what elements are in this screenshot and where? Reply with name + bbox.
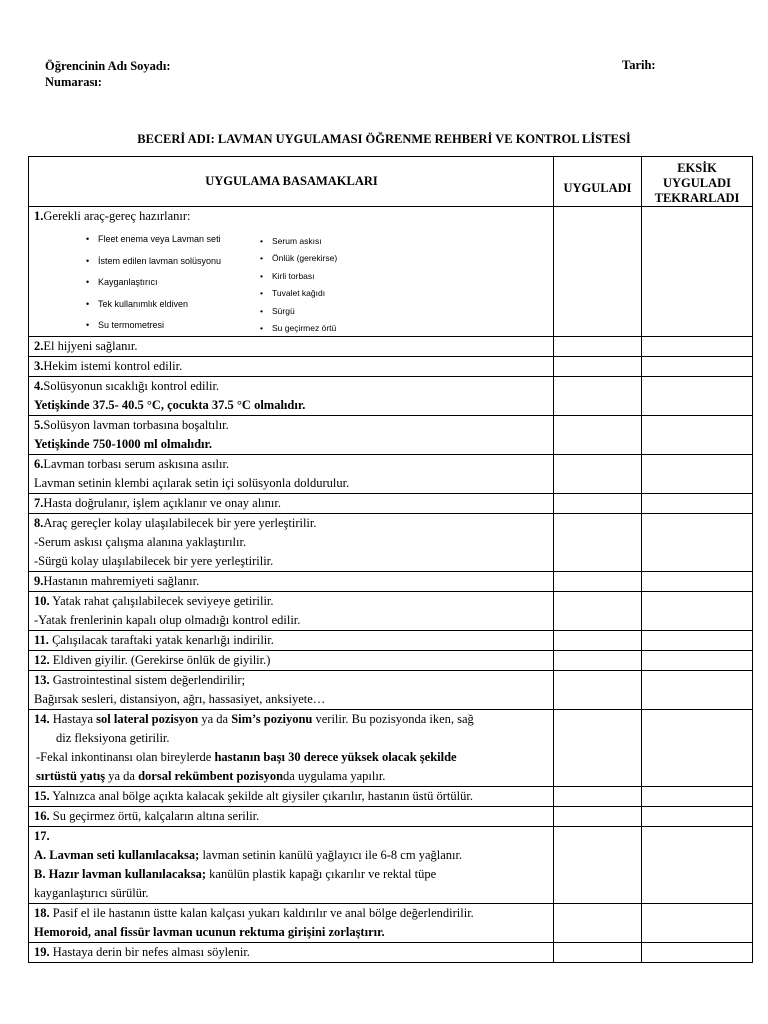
step-4: 4.Solüsyonun sıcaklığı kontrol edilir. Yetişkinde 37.5- 40.5 °C, çocukta 37.5 °C olmalıdır.: [29, 377, 554, 416]
bullet-icon: •: [260, 288, 263, 299]
header-done: UYGULADI: [554, 157, 642, 207]
supply-item: [260, 284, 337, 301]
supply-item: [86, 252, 221, 274]
check-partial[interactable]: [642, 514, 753, 572]
table-row: [29, 904, 753, 943]
table-row: [29, 377, 753, 416]
check-partial[interactable]: [642, 494, 753, 514]
check-done[interactable]: [554, 357, 642, 377]
supply-item: [260, 267, 337, 284]
step-7: 7.Hasta doğrulanır, işlem açıklanır ve onay alınır.: [29, 494, 554, 514]
check-done[interactable]: [554, 416, 642, 455]
step-9: 9.Hastanın mahremiyeti sağlanır.: [29, 572, 554, 592]
supply-item-label: Tuvalet kağıdı: [272, 288, 326, 299]
table-row: [29, 787, 753, 807]
check-done[interactable]: [554, 377, 642, 416]
step-1: 1.Gerekli araç-gereç hazırlanır: • Fleet enema veya Lavman seti • İstem edilen lavman solüsyonu • Kayganlaştırıcı • Tek kullanımlık eldiven • Su termometresi • Serum askısı • Önlük (gerekirse) • Kirli torbası • Tuvalet kağıdı • Sürgü • Su geçirmez örtü: [29, 207, 554, 337]
check-partial[interactable]: [642, 943, 753, 963]
bullet-icon: •: [260, 253, 263, 264]
step-2: 2.El hijyeni sağlanır.: [29, 337, 554, 357]
bullet-icon: •: [260, 236, 263, 246]
supply-item: [86, 295, 221, 317]
check-partial[interactable]: [642, 207, 753, 337]
student-info: [45, 58, 171, 90]
supply-item: [260, 319, 337, 336]
check-partial[interactable]: [642, 710, 753, 787]
check-done[interactable]: [554, 455, 642, 494]
supplies-list: [34, 226, 549, 336]
supply-item-label: Kayganlaştırıcı: [98, 277, 158, 287]
table-row: [29, 943, 753, 963]
check-partial[interactable]: [642, 827, 753, 904]
header-partial: EKSİK UYGULADI TEKRARLADI: [642, 157, 753, 207]
check-partial[interactable]: [642, 337, 753, 357]
step-6: 6.Lavman torbası serum askısına asılır. Lavman setinin klembi açılarak setin içi solüsyonla doldurulur.: [29, 455, 554, 494]
check-done[interactable]: [554, 827, 642, 904]
check-done[interactable]: [554, 207, 642, 337]
supply-item-label: Fleet enema veya Lavman seti: [98, 234, 221, 244]
check-partial[interactable]: [642, 357, 753, 377]
student-number-label: Numarası:: [45, 75, 102, 89]
check-done[interactable]: [554, 572, 642, 592]
step-17: 17. A. Lavman seti kullanılacaksa; lavman setinin kanülü yağlayıcı ile 6-8 cm yağlanır. B. Hazır lavman kullanılacaksa; kanülün plastik kapağı çıkarılır ve rektal tüpe kayganlaştırıcı sürülür.: [29, 827, 554, 904]
step-14: 14. Hastaya sol lateral pozisyon ya da Sim’s poziyonu verilir. Bu pozisyonda iken, sağ diz fleksiyona getirilir. -Fekal inkontinansı olan bireylerde hastanın başı 30 derece yüksek olacak şekilde sırtüstü yatış ya da dorsal rekümbent pozisyonda uygulama yapılır.: [29, 710, 554, 787]
supply-item-label: Kirli torbası: [272, 270, 315, 281]
check-done[interactable]: [554, 592, 642, 631]
step-12: 12. Eldiven giyilir. (Gerekirse önlük de giyilir.): [29, 651, 554, 671]
check-partial[interactable]: [642, 592, 753, 631]
check-partial[interactable]: [642, 904, 753, 943]
bullet-icon: •: [86, 234, 90, 244]
table-row: [29, 337, 753, 357]
step-15: 15. Yalnızca anal bölge açıkta kalacak şekilde alt giysiler çıkarılır, hastanın üstü örtülür.: [29, 787, 554, 807]
supply-item-label: Tek kullanımlık eldiven: [98, 298, 189, 309]
check-partial[interactable]: [642, 416, 753, 455]
table-row: [29, 710, 753, 787]
check-done[interactable]: [554, 807, 642, 827]
table-row: [29, 572, 753, 592]
checklist-table: [28, 156, 753, 963]
supply-item-label: İstem edilen lavman solüsyonu: [98, 255, 222, 266]
check-done[interactable]: [554, 943, 642, 963]
check-partial[interactable]: [642, 651, 753, 671]
table-row: [29, 207, 753, 337]
supply-item-label: Sürgü: [272, 305, 295, 316]
table-row: [29, 651, 753, 671]
supply-item: [260, 249, 337, 266]
bullet-icon: •: [260, 270, 263, 281]
supply-item: [86, 230, 221, 252]
check-done[interactable]: [554, 337, 642, 357]
supply-item-label: Su geçirmez örtü: [272, 322, 337, 333]
header-steps: UYGULAMA BASAMAKLARI: [29, 157, 554, 207]
step-8: 8.Araç gereçler kolay ulaşılabilecek bir yere yerleştirilir. -Serum askısı çalışma alanına yaklaştırılır. -Sürgü kolay ulaşılabilecek bir yere yerleştirilir.: [29, 514, 554, 572]
check-partial[interactable]: [642, 807, 753, 827]
supply-item-label: Su termometresi: [98, 320, 165, 330]
bullet-icon: •: [86, 277, 90, 287]
step-16: 16. Su geçirmez örtü, kalçaların altına serilir.: [29, 807, 554, 827]
supply-item-label: Serum askısı: [272, 236, 322, 246]
bullet-icon: •: [86, 320, 90, 330]
supply-item: [260, 232, 337, 249]
check-done[interactable]: [554, 787, 642, 807]
step-19: 19. Hastaya derin bir nefes alması söylenir.: [29, 943, 554, 963]
table-row: [29, 514, 753, 572]
step-10: 10. Yatak rahat çalışılabilecek seviyeye getirilir. -Yatak frenlerinin kapalı olup olmadığı kontrol edilir.: [29, 592, 554, 631]
check-partial[interactable]: [642, 631, 753, 651]
step-5: 5.Solüsyon lavman torbasına boşaltılır. Yetişkinde 750-1000 ml olmalıdır.: [29, 416, 554, 455]
bullet-icon: •: [86, 298, 90, 309]
check-partial[interactable]: [642, 455, 753, 494]
table-row: [29, 357, 753, 377]
check-done[interactable]: [554, 494, 642, 514]
table-row: [29, 494, 753, 514]
bullet-icon: •: [260, 322, 263, 333]
step-13: 13. Gastrointestinal sistem değerlendirilir; Bağırsak sesleri, distansiyon, ağrı, hassasiyet, anksiyete…: [29, 671, 554, 710]
check-done[interactable]: [554, 514, 642, 572]
document-title: BECERİ ADI: LAVMAN UYGULAMASI ÖĞRENME REHBERİ VE KONTROL LİSTESİ: [137, 132, 631, 146]
check-done[interactable]: [554, 904, 642, 943]
step-3: 3.Hekim istemi kontrol edilir.: [29, 357, 554, 377]
date-label: Tarih:: [622, 58, 656, 72]
bullet-icon: •: [86, 255, 90, 266]
check-partial[interactable]: [642, 572, 753, 592]
check-partial[interactable]: [642, 787, 753, 807]
check-partial[interactable]: [642, 377, 753, 416]
table-row: [29, 592, 753, 631]
table-row: [29, 671, 753, 710]
table-row: [29, 416, 753, 455]
bullet-icon: •: [260, 305, 263, 316]
check-done[interactable]: [554, 671, 642, 710]
step-11: 11. Çalışılacak taraftaki yatak kenarlığı indirilir.: [29, 631, 554, 651]
check-done[interactable]: [554, 710, 642, 787]
student-name-label: Öğrencinin Adı Soyadı:: [45, 59, 171, 73]
check-done[interactable]: [554, 631, 642, 651]
step-18: 18. Pasif el ile hastanın üstte kalan kalçası yukarı kaldırılır ve anal bölge değerlendirilir. Hemoroid, anal fissür lavman ucunun rektuma girişini zorlaştırır.: [29, 904, 554, 943]
table-row: [29, 807, 753, 827]
table-row: [29, 631, 753, 651]
check-partial[interactable]: [642, 671, 753, 710]
table-row: [29, 827, 753, 904]
table-row: [29, 455, 753, 494]
supply-item: [260, 302, 337, 319]
supply-item: [86, 316, 221, 338]
supply-item: [86, 273, 221, 295]
supply-item-label: Önlük (gerekirse): [272, 253, 338, 264]
check-done[interactable]: [554, 651, 642, 671]
